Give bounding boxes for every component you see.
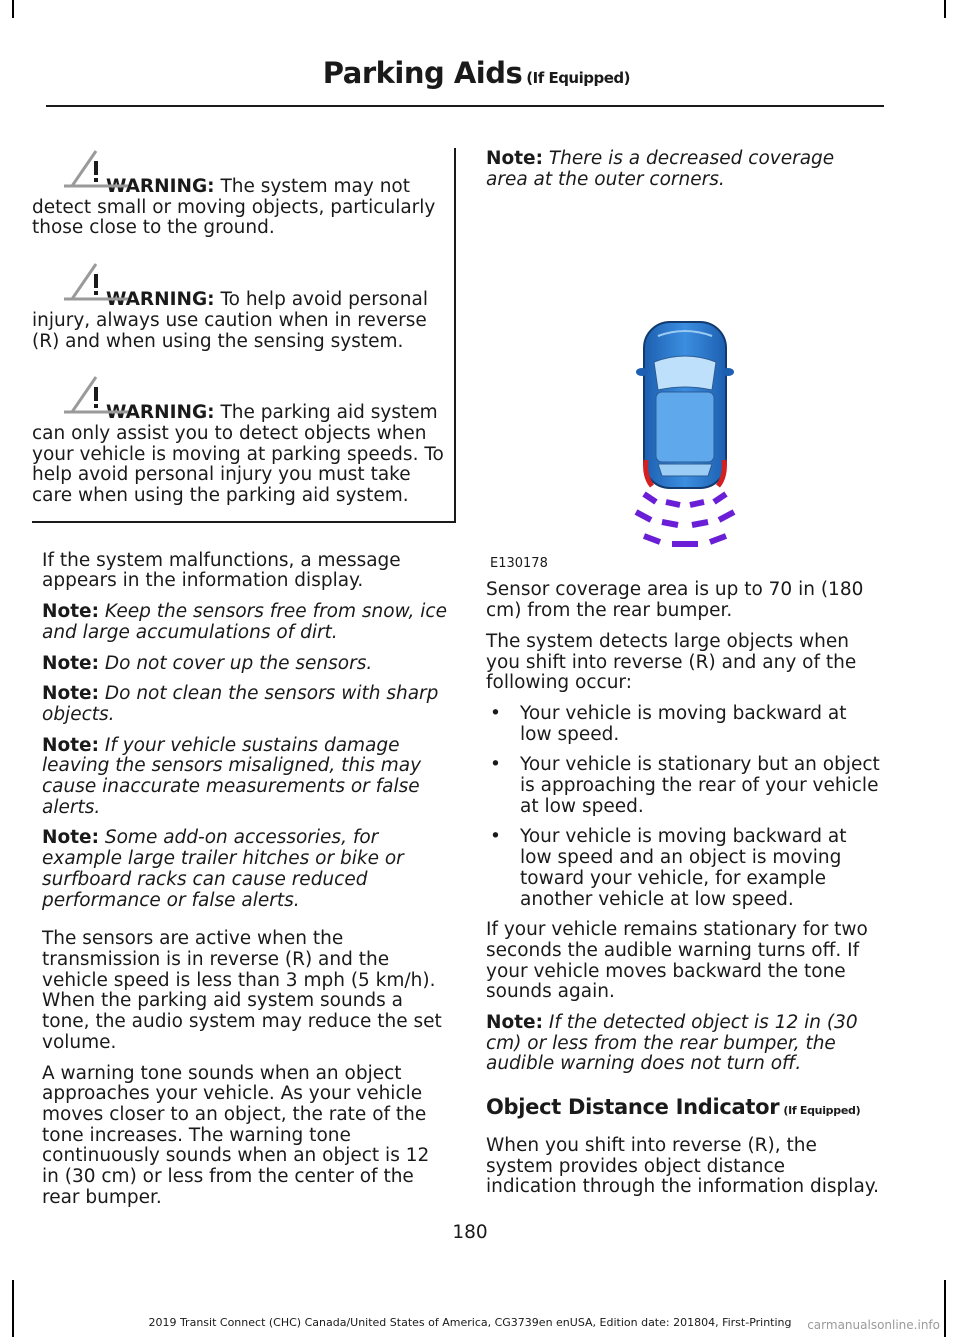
- note-coverage: [486, 149, 880, 190]
- warning-2: [32, 261, 452, 352]
- list-item-text: Your vehicle is stationary but an object is approaching the rear of your vehicle at low speed.: [520, 754, 880, 817]
- left-column: [32, 148, 450, 1208]
- note-text: Do not clean the sensors with sharp objects.: [42, 683, 439, 725]
- note-3: [42, 684, 450, 725]
- note-text: If the detected object is 12 in (30 cm) or less from the rear bumper, the audible warning does not turn off.: [486, 1012, 858, 1075]
- figure-id: E130178: [490, 556, 548, 572]
- page-title: [323, 56, 630, 90]
- warning-label: WARNING:: [106, 402, 215, 424]
- note-text: There is a decreased coverage area at the outer corners.: [486, 148, 835, 190]
- watermark: carmanualsonline.info: [807, 1318, 940, 1332]
- paragraph-warning-tone: A warning tone sounds when an object approaches your vehicle. As your vehicle moves closer to an object, the rate of the tone increases. The warning tone continuously sounds when an object is 12 in (30 cm) or less from the center of the rear bumper.: [42, 1062, 430, 1208]
- note-label: Note:: [42, 734, 99, 756]
- note-4: [42, 736, 450, 819]
- note-label: Note:: [42, 827, 99, 849]
- note-label: Note:: [42, 601, 99, 623]
- note-label: Note:: [42, 652, 99, 674]
- list-item-text: Your vehicle is moving backward at low speed and an object is moving toward your vehicle, for example another vehicle at low speed.: [520, 826, 847, 910]
- note-label: Note:: [42, 683, 99, 705]
- list-item: [486, 755, 880, 817]
- paragraph-malfunction: If the system malfunctions, a message appears in the information display.: [42, 549, 401, 592]
- warning-label: WARNING:: [106, 176, 215, 197]
- list-item: [486, 827, 880, 910]
- footer-edition-info: 2019 Transit Connect (CHC) Canada/United States of America, CG3739en enUSA, Edition date: 201804, First-Printing: [148, 1316, 792, 1329]
- bullet-icon: •: [490, 826, 501, 848]
- note-text: Some add-on accessories, for example large trailer hitches or bike or surfboard racks can cause reduced performance or false alerts.: [42, 827, 404, 911]
- warning-3: [32, 374, 452, 507]
- note-label: Note:: [486, 148, 543, 169]
- vehicle-top-view-illustration: [486, 190, 880, 550]
- warning-1: [32, 148, 452, 239]
- page-title-suffix: (If Equipped): [526, 69, 630, 87]
- warning-triangle-icon: [60, 261, 132, 301]
- crop-mark-top-left: [12, 0, 14, 18]
- warning-triangle-icon: [60, 374, 132, 414]
- warning-triangle-icon: [60, 148, 132, 188]
- paragraph-stationary: If your vehicle remains stationary for two seconds the audible warning turns off. If your vehicle moves backward the tone sounds again.: [486, 919, 868, 1003]
- list-item: [486, 704, 880, 745]
- parking-sensor-figure: [486, 190, 880, 572]
- note-2: [42, 654, 450, 675]
- bullet-icon: •: [490, 754, 501, 776]
- section-title-suffix: (If Equipped): [783, 1104, 861, 1118]
- note-5: [42, 828, 450, 911]
- paragraph-distance-indication: When you shift into reverse (R), the system provides object distance indication through the information display.: [486, 1134, 879, 1198]
- bullet-icon: •: [490, 702, 501, 724]
- warning-text: The system may not detect small or moving objects, particularly those close to the ground.: [32, 176, 436, 239]
- crop-mark-top-right: [944, 0, 946, 18]
- warning-text: The parking aid system can only assist you to detect objects when your vehicle is moving at parking speeds. To help avoid personal injury you must take care when using the parking aid system.: [32, 402, 444, 507]
- paragraph-coverage-area: Sensor coverage area is up to 70 in (180 cm) from the rear bumper.: [486, 579, 864, 622]
- section-heading: [486, 1097, 880, 1122]
- note-text: Do not cover up the sensors.: [104, 652, 373, 674]
- page-title-text: Parking Aids: [322, 56, 523, 90]
- crop-mark-bottom-right: [944, 1280, 946, 1337]
- condition-list: [486, 704, 880, 910]
- warning-box: [32, 148, 456, 523]
- note-detected-object: [486, 1013, 880, 1075]
- warning-label: WARNING:: [106, 289, 215, 311]
- header-rule: [46, 105, 884, 107]
- list-item-text: Your vehicle is moving backward at low speed.: [520, 702, 847, 745]
- paragraph-sensors-active: The sensors are active when the transmission is in reverse (R) and the vehicle speed is less than 3 mph (5 km/h). When the parking aid system sounds a tone, the audio system may reduce the set volume.: [42, 928, 442, 1053]
- warning-text: To help avoid personal injury, always use caution when in reverse (R) and when using the sensing system.: [32, 289, 428, 352]
- section-title: Object Distance Indicator: [486, 1095, 780, 1120]
- note-text: If your vehicle sustains damage leaving the sensors misaligned, this may cause inaccurate measurements or false alerts.: [42, 734, 422, 818]
- page-number: 180: [452, 1222, 488, 1243]
- right-column: [486, 149, 880, 1198]
- note-label: Note:: [486, 1012, 543, 1034]
- note-text: Keep the sensors free from snow, ice and large accumulations of dirt.: [42, 601, 447, 643]
- note-1: [42, 602, 450, 643]
- paragraph-detects: The system detects large objects when you shift into reverse (R) and any of the following occur:: [486, 630, 857, 694]
